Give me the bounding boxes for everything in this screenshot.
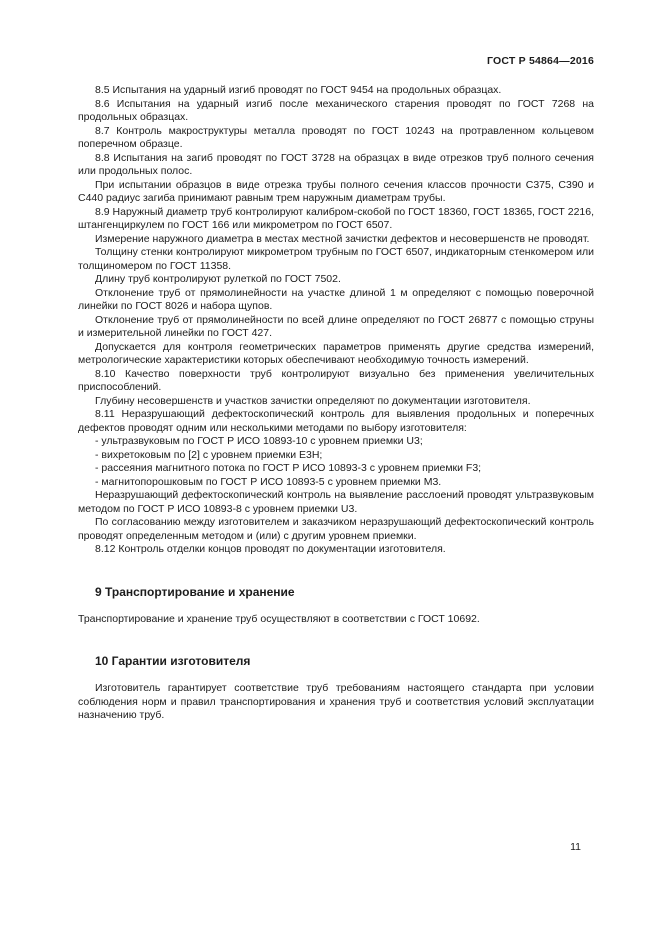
clause-8-6: 8.6 Испытания на ударный изгиб после механического старения проводят по ГОСТ 7268 на продольных образцах. (78, 97, 594, 123)
paragraph-diameter-note: Измерение наружного диаметра в местах местной зачистки дефектов и несовершенств не проводят. (95, 232, 590, 245)
paragraph-length-control: Длину труб контролируют рулеткой по ГОСТ 7502. (95, 273, 341, 285)
clause-8-8: 8.8 Испытания на загиб проводят по ГОСТ 3728 на образцах в виде отрезков труб полного сечения или продольных полос. (78, 151, 594, 177)
section-10-heading: 10 Гарантии изготовителя (95, 654, 251, 668)
clause-8-5: 8.5 Испытания на ударный изгиб проводят по ГОСТ 9454 на продольных образцах. (95, 84, 502, 96)
page-number: 11 (570, 841, 581, 853)
document-number: ГОСТ Р 54864—2016 (486, 55, 594, 67)
paragraph-imperfection-depth: Глубину несовершенств и участков зачистки определяют по документации изготовителя. (95, 394, 531, 407)
clause-8-11: 8.11 Неразрушающий дефектоскопический контроль для выявления продольных и поперечных дефектов проводят одним или несколькими методами по выбору изготовителя: (78, 408, 594, 434)
list-item-ultrasonic: - ультразвуковым по ГОСТ Р ИСО 10893-10 с уровнем приемки U3; (95, 435, 423, 447)
list-item-eddy-current: - вихретоковым по [2] с уровнем приемки E3H; (95, 448, 323, 461)
paragraph-straightness-1m: Отклонение труб от прямолинейности на участке длиной 1 м определяют с помощью поверочной линейки по ГОСТ 8026 и набора щупов. (78, 286, 594, 312)
paragraph-bend-test-note: При испытании образцов в виде отрезка трубы полного сечения классов прочности С375, С390 и С440 радиус загиба принимают равным трем наружным диаметрам трубы. (78, 178, 594, 204)
clause-8-10: 8.10 Качество поверхности труб контролируют визуально без применения увеличительных приспособлений. (78, 367, 594, 393)
paragraph-lamination-control: Неразрушающий дефектоскопический контроль на выявление расслоений проводят ультразвуковым методом по ГОСТ Р ИСО 10893-8 с уровнем приемки U3. (78, 489, 594, 515)
clause-8-9: 8.9 Наружный диаметр труб контролируют калибром-скобой по ГОСТ 18360, ГОСТ 18365, ГОСТ 2216, штангенциркулем по ГОСТ 166 или микрометром по ГОСТ 6507. (78, 205, 594, 231)
section-10-paragraph: Изготовитель гарантирует соответствие труб требованиям настоящего стандарта при условии соблюдения норм и правил транспортирования и хранения труб и соответствия условий эксплуатации назначению труб. (78, 682, 594, 721)
paragraph-other-instruments: Допускается для контроля геометрических параметров применять другие средства измерений, метрологические характеристики которых обеспечивают необходимую точность измерений. (78, 340, 594, 366)
section-9-paragraph: Транспортирование и хранение труб осуществляют в соответствии с ГОСТ 10692. (78, 612, 480, 625)
list-item-magnetic-particle: - магнитопорошковым по ГОСТ Р ИСО 10893-5 с уровнем приемки M3. (95, 475, 442, 488)
paragraph-straightness-full: Отклонение труб от прямолинейности по всей длине определяют по ГОСТ 26877 с помощью струны и измерительной линейки по ГОСТ 427. (78, 313, 594, 339)
clause-8-12: 8.12 Контроль отделки концов проводят по документации изготовителя. (95, 543, 446, 555)
list-item-flux-leakage: - рассеяния магнитного потока по ГОСТ Р ИСО 10893-3 с уровнем приемки F3; (95, 462, 482, 474)
document-body (78, 84, 594, 723)
section-9-heading: 9 Транспортирование и хранение (95, 584, 295, 599)
paragraph-wall-thickness: Толщину стенки контролируют микрометром трубным по ГОСТ 6507, индикаторным стенкомером или толщиномером по ГОСТ 11358. (78, 246, 594, 272)
clause-8-7: 8.7 Контроль макроструктуры металла проводят по ГОСТ 10243 на протравленном кольцевом поперечном образце. (78, 124, 594, 150)
paragraph-agreement-note: По согласованию между изготовителем и заказчиком неразрушающий дефектоскопический контроль проводят определенным методом и (или) с другим уровнем приемки. (78, 516, 594, 542)
